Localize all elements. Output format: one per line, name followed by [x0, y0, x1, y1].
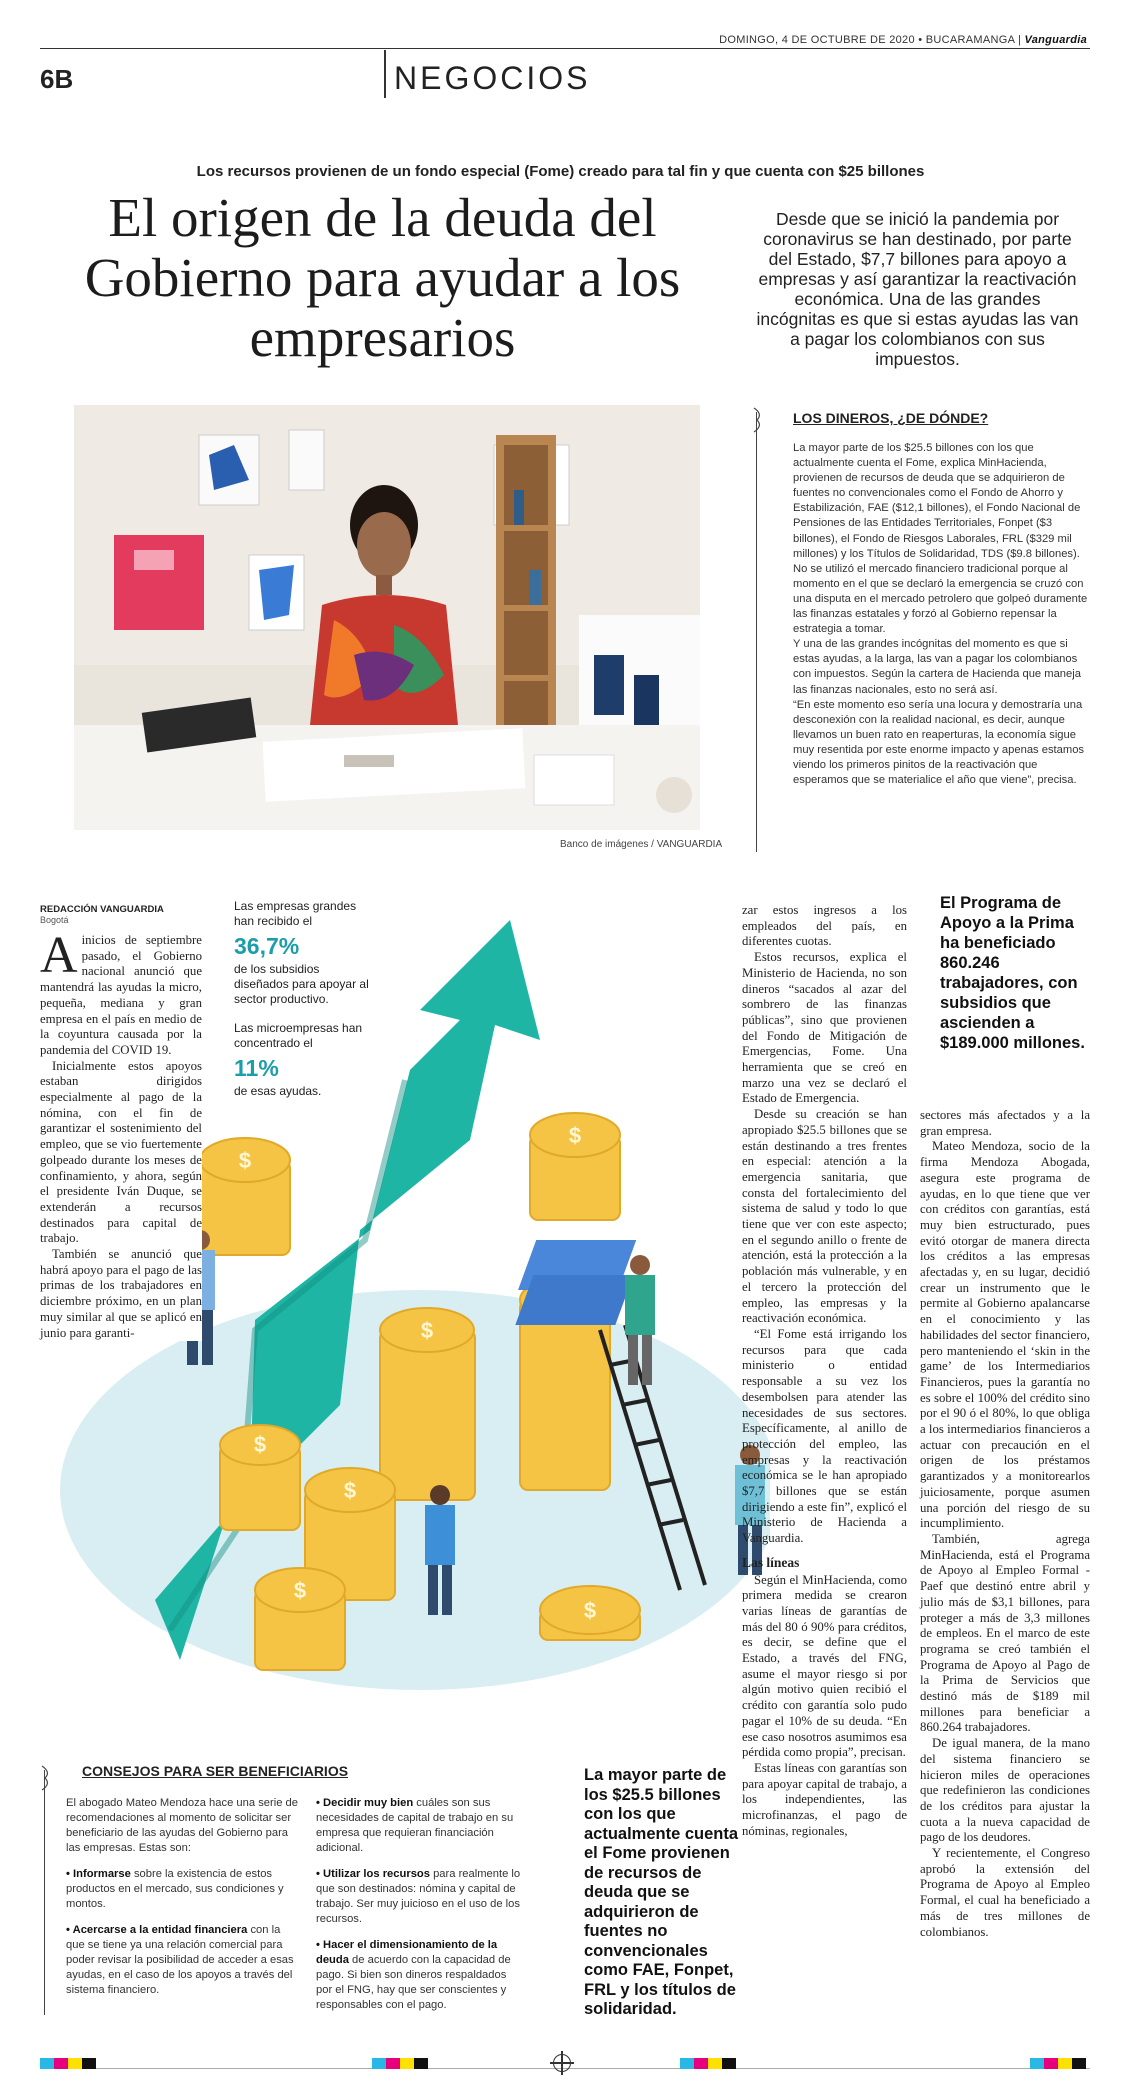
dateline: DOMINGO, 4 DE OCTUBRE DE 2020 • BUCARAMANGA | Vanguardia	[719, 34, 1087, 46]
main-photo	[74, 405, 700, 830]
pullquote-prima: El Programa de Apoyo a la Prima ha beneficiado 860.246 trabajadores, con subsidios que ascienden a $189.000 millones.	[940, 894, 1085, 1052]
color-swatch-cyan	[372, 2058, 386, 2069]
color-swatch-yellow	[400, 2058, 414, 2069]
article-subhead: Las líneas	[742, 1554, 800, 1570]
tip-item	[316, 1938, 524, 2013]
svg-text:$: $	[420, 1318, 434, 1343]
bracket-curl-icon	[41, 1764, 57, 1794]
article-paragraph: Mateo Mendoza, socio de la firma Mendoza Abogada, asegura este programa de ayudas, en lo que tiene que ver con créditos con garantías, está muy bien estructurado, pues evitó otorgar de manera directa los créditos a las empresas afectadas y, en su lugar, decidió crear un instrumento que le permite al Gobierno apalancarse en el conocimiento y las habilidades del sector financiero, pero manteniendo el ‘skin in the game’ de los Intermediarios Financieros, pues la garantía no es sobre el 100% del crédito sino por el 90 ó el 80%, lo que obliga a los intermediarios financieros a actuar con precaución en el origen de los préstamos garantizados y a monitorearlos juiciosamente, porque asumen una porción del riesgo de su incumplimiento.	[920, 1139, 1090, 1531]
stats-block	[234, 899, 370, 1099]
page-number: 6B	[40, 64, 74, 94]
color-swatch-magenta	[1044, 2058, 1058, 2069]
bracket-curl-icon	[753, 406, 769, 436]
registration-mark-icon	[553, 2054, 571, 2072]
article-column-4	[920, 1108, 1090, 1940]
tip-lead: • Informarse	[66, 1868, 131, 1880]
svg-text:$: $	[343, 1478, 357, 1503]
section-name: NEGOCIOS	[394, 60, 591, 96]
section-divider	[384, 50, 386, 98]
article-paragraph: Según el MinHacienda, como primera medida se crearon varias líneas de garantías de más del 80 ó 90% para créditos, es decir, se define que el Estado, a través del FNG, asume el mayor riesgo si por algún motivo quien recibió el crédito con garantía solo pudo pagar el 10% de su deuda. “En ese caso nosotros asumimos esa pérdida como propia”, precisan.	[742, 1572, 907, 1760]
tip-item	[66, 1923, 298, 1998]
article-paragraph: zar estos ingresos a los empleados del país, en diferentes cuotas.	[742, 903, 907, 949]
sidebar-bracket	[756, 412, 768, 852]
stat-value-large-companies: 36,7%	[234, 933, 300, 959]
tip-lead: • Utilizar los recursos	[316, 1868, 430, 1880]
tip-lead: • Decidir muy bien	[316, 1797, 414, 1809]
pullquote-fome: La mayor parte de los $25.5 billones con los que actualmente cuenta el Fome provienen de recursos de deuda que se adquirieron de fuentes no convencionales como FAE, Fonpet, FRL y los títulos de solidaridad.	[584, 1766, 739, 2018]
tips-bracket	[44, 1770, 56, 2015]
sidebar-paragraph: La mayor parte de los $25.5 billones con los que actualmente cuenta el Fome, explica MinHacienda, provienen de recursos de deuda que se adquirieron de fuentes no convencionales como el Fondo de Ahorro y Estabilización, FAE ($12,1 billones), el Fondo Nacional de Pensiones de las Entidades Territoriales, Fonpet ($3 billones), el Fondo de Riesgos Laborales, FRL ($329 mil millones) y los Títulos de Solidaridad, TDS ($9.8 billones).	[793, 442, 1081, 560]
tip-text: para realmente lo que son destinados: nómina y capital de trabajo. Ser muy juicioso en el uso de los recursos.	[316, 1868, 521, 1925]
tips-title: CONSEJOS PARA SER BENEFICIARIOS	[82, 1763, 349, 1779]
brand-name: Vanguardia	[1024, 34, 1087, 46]
svg-text:$: $	[238, 1148, 252, 1173]
byline-place: Bogotá	[40, 915, 69, 925]
color-swatch-cyan	[1030, 2058, 1044, 2069]
tip-lead: • Acercarse a la entidad financiera	[66, 1924, 248, 1936]
sidebar-paragraph: No se utilizó el mercado financiero tradicional porque al momento en el que se declaró la emergencia se cruzó con una disputa en el mercado petrolero que golpeó duramente las finanzas estatales y forzó al Gobierno repensar la estrategia a tomar.	[793, 562, 1088, 636]
color-swatch-magenta	[694, 2058, 708, 2069]
article-paragraph: También se anunció que habrá apoyo para el pago de las primas de los trabajadores en diciembre próximo, en un plan muy similar al que se aplicó en junio para garanti-	[40, 1247, 202, 1340]
deck: Desde que se inició la pandemia por coronavirus se han destinado, por parte del Estado, $7,7 billones para apoyo a empresas y así garantizar la reactivación económica. Una de las grandes incógnitas es que si estas ayudas las van a pagar los colombianos con sus impuestos.	[756, 209, 1079, 369]
article-column-1	[40, 927, 202, 1341]
tip-lead: • Hacer el dimensionamiento de la deuda	[316, 1939, 498, 1966]
article-paragraph: También, agrega MinHacienda, está el Programa de Apoyo al Empleo Formal - Paef que destinó entre abril y julio más de $3,1 billones, para proteger a más de 3,3 millones de empleos. En el marco de este programa se creó también el Programa de Apoyo al Pago de la Prima de Servicios que destinó más de $189 mil millones para beneficiar a 860.264 trabajadores.	[920, 1531, 1090, 1735]
photo-credit: Banco de imágenes / VANGUARDIA	[560, 839, 723, 850]
svg-text:$: $	[293, 1578, 307, 1603]
color-swatch-black	[82, 2058, 96, 2069]
byline-author: REDACCIÓN VANGUARDIA	[40, 904, 164, 915]
top-rule	[40, 48, 1090, 49]
article-paragraph: Inicialmente estos apoyos estaban dirigidos especialmente al pago de la nómina, con el fin de garantizar el sostenimiento del empleo, que se vio fuertemente golpeado durante los meses de confinamiento, y ahora, según el presidente Iván Duque, se extenderán a recursos destinados para capital de trabajo.	[40, 1058, 202, 1246]
dateline-text: DOMINGO, 4 DE OCTUBRE DE 2020 • BUCARAMANGA	[719, 34, 1015, 46]
svg-text:$: $	[253, 1432, 267, 1457]
tip-text: sobre la existencia de estos productos en el mercado, sus condiciones y montos.	[66, 1868, 284, 1910]
color-swatch-black	[414, 2058, 428, 2069]
stat-text: de esas ayudas.	[234, 1084, 322, 1098]
article-column-3	[742, 903, 907, 1839]
tip-item	[316, 1796, 524, 1856]
sidebar-paragraph: Y una de las grandes incógnitas del momento es que si estas ayudas, a la larga, las van a pagar los colombianos con impuestos. Según la cartera de Hacienda que maneja las finanzas nacionales, esto no será así.	[793, 638, 1081, 696]
tip-text: cuáles son sus necesidades de capital de trabajo en su empresa que requieran financiación adicional.	[316, 1797, 514, 1854]
stat-text: Las microempresas han concentrado el	[234, 1021, 363, 1050]
tip-text: con la que se tiene ya una relación comercial para poder revisar la posibilidad de acceder a esas ayudas, en el caso de los apoyos a través del sistema financiero.	[66, 1924, 294, 1996]
tips-right-column	[316, 1796, 524, 2024]
sidebar-paragraph: “En este momento eso sería una locura y demostraría una desconexión con la realidad nacional, es decir, aunque llevamos un buen rato en reaperturas, la economía sigue muy resentida por este enorme impacto y apenas estamos viendo los primeros pinitos de la reactivación que esperamos que se materialice el año que viene”, precisa.	[793, 698, 1085, 787]
sidebar-title: LOS DINEROS, ¿DE DÓNDE?	[793, 410, 989, 426]
headline: El origen de la deuda del Gobierno para ayudar a los empresarios	[84, 187, 681, 368]
article-paragraph: Estas líneas con garantías son para apoyar capital de trabajo, a los independientes, las microfinanzas, el pago de nóminas, regionales,	[742, 1760, 907, 1838]
color-swatch-yellow	[708, 2058, 722, 2069]
photo-woman-desk-illustration	[74, 405, 700, 830]
svg-text:$: $	[583, 1598, 597, 1623]
tip-item	[316, 1867, 524, 1927]
article-paragraph: Estos recursos, explica el Ministerio de Hacienda, no son dineros “sacados al azar del sombrero de las finanzas públicas”, sino que provienen del Fondo de Mitigación de Emergencias, Fome. Una herramienta que se creó en marzo una vez se declaró el Estado de Emergencia.	[742, 950, 907, 1106]
tips-intro: El abogado Mateo Mendoza hace una serie de recomendaciones al momento de solicitar ser beneficiario de las ayudas del Gobierno para las empresas. Estas son:	[66, 1797, 298, 1854]
color-swatch-cyan	[680, 2058, 694, 2069]
article-paragraph: sectores más afectados y a la gran empresa.	[920, 1108, 1090, 1138]
kicker: Los recursos provienen de un fondo especial (Fome) creado para tal fin y que cuenta con $25 billones	[196, 163, 925, 180]
color-swatch-magenta	[386, 2058, 400, 2069]
sidebar-body	[793, 441, 1093, 788]
stat-text: Las empresas grandes han recibido el	[234, 899, 357, 928]
color-swatch-yellow	[68, 2058, 82, 2069]
stat-text: de los subsidios diseñados para apoyar al sector productivo.	[234, 962, 369, 1006]
article-paragraph: Desde su creación se han apropiado $25.5 billones que se están destinando a tres frentes en especial: atención a la emergencia sanitaria, que consta del fortalecimiento del sistema de salud y todo lo que tiene que ver con este aspecto; en el segundo anillo o frente de atención, está la protección a la población más vulnerable, y en el tercero la protección del empleo, las empresas y la reactivación económica.	[742, 1107, 907, 1326]
color-swatch-magenta	[54, 2058, 68, 2069]
tip-text: de acuerdo con la capacidad de pago. Si bien son dineros respaldados por el FNG, hay que ser conscientes y responsables con el pago.	[316, 1954, 511, 2011]
color-swatch-cyan	[40, 2058, 54, 2069]
article-paragraph	[40, 927, 202, 1059]
dropcap: A	[40, 927, 78, 984]
color-swatch-black	[1072, 2058, 1086, 2069]
color-swatch-yellow	[1058, 2058, 1072, 2069]
tips-left-column	[66, 1796, 298, 2009]
article-text: inicios de septiembre pasado, el Gobierno nacional anunció que mantendrá las ayudas la micro, pequeña, mediana y gran empresa en el país en medio de la coyuntura causada por la pandemia del COVID 19.	[40, 933, 202, 1057]
tip-item	[66, 1867, 298, 1912]
color-swatch-black	[722, 2058, 736, 2069]
svg-text:$: $	[568, 1123, 582, 1148]
article-paragraph: Y recientemente, el Congreso aprobó la extensión del Programa de Apoyo al Empleo Formal, el cual ha beneficiado a más de tres millones de colombianos.	[920, 1846, 1090, 1939]
article-paragraph: “El Fome está irrigando los recursos para que cada ministerio o entidad responsable a su vez los desembolsen para atender las necesidades de sus sectores. Específicamente, al anillo de protección del empleo, las empresas y la reactivación económica se le han apropiado $7,7 billones que se están dirigiendo a este fin”, explicó el Ministerio de Hacienda a Vanguardia.	[742, 1326, 907, 1546]
stat-value-micro-companies: 11%	[234, 1055, 279, 1081]
article-paragraph: De igual manera, de la mano del sistema financiero se hicieron miles de operaciones que redefinieron las condiciones de los créditos para ajustar la cuota a la nueva capacidad de pago de los deudores.	[920, 1736, 1090, 1845]
